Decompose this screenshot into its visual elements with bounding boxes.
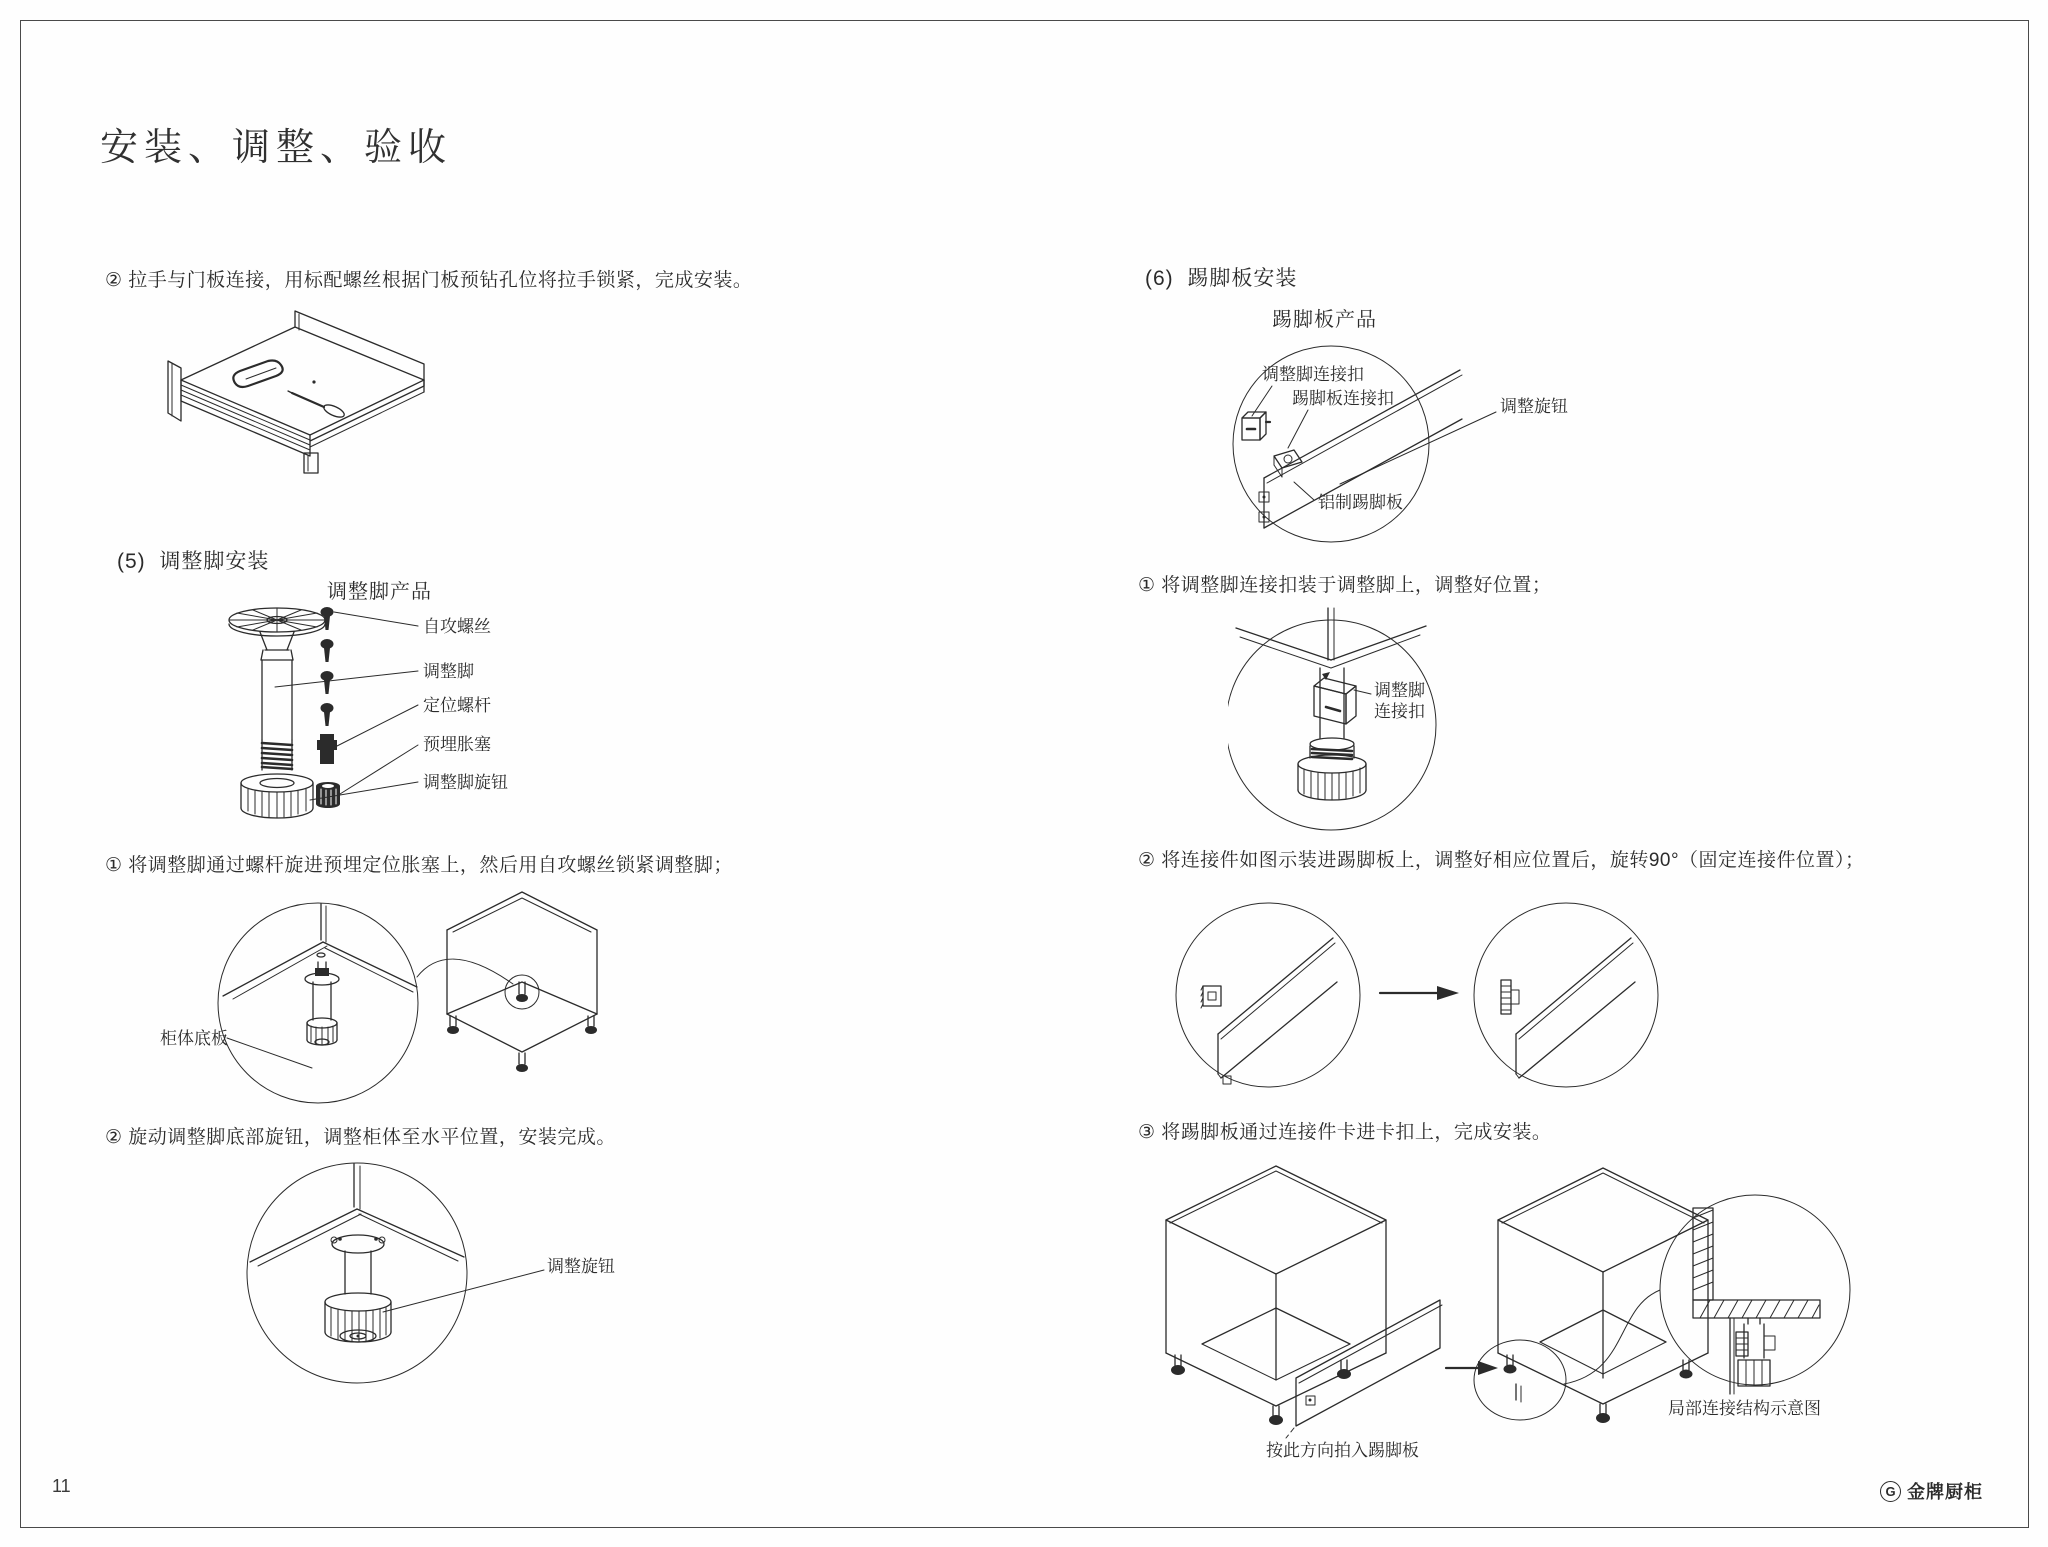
label-adjust-knob: 调整旋钮 — [547, 1257, 615, 1276]
section5-product-title: 调整脚产品 — [327, 581, 432, 603]
page-title: 安装、调整、验收 — [100, 127, 453, 169]
section6-heading: (6) 踢脚板安装 — [1145, 267, 1298, 290]
label-foot-knob: 调整脚旋钮 — [423, 773, 508, 792]
label-detail-caption: 局部连接结构示意图 — [1668, 1399, 1821, 1418]
label-embedded-expansion-plug: 预埋胀塞 — [423, 735, 491, 754]
figure-foot-into-bottom-panel — [135, 882, 625, 1117]
step6-3: ③ 将踢脚板通过连接件卡进卡扣上，完成安装。 — [1138, 1122, 1552, 1143]
step6-2: ② 将连接件如图示装进踢脚板上，调整好相应位置后，旋转90°（固定连接件位置）； — [1138, 850, 1865, 871]
section6-product-title: 踢脚板产品 — [1272, 309, 1377, 331]
label-insert-direction: 按此方向拍入踢脚板 — [1266, 1441, 1419, 1460]
step6-1: ① 将调整脚连接扣装于调整脚上，调整好位置； — [1138, 575, 1552, 596]
step5-1: ① 将调整脚通过螺杆旋进预埋定位胀塞上，然后用自攻螺丝锁紧调整脚； — [105, 855, 733, 876]
step5-2: ② 旋动调整脚底部旋钮，调整柜体至水平位置，安装完成。 — [105, 1127, 616, 1148]
label-self-tapping-screw: 自攻螺丝 — [423, 617, 491, 636]
brand-name: 金牌厨柜 — [1907, 1482, 1983, 1502]
label-foot-connector-line2: 连接扣 — [1374, 702, 1425, 721]
label-foot-connector-line1: 调整脚 — [1374, 681, 1425, 700]
figure-kickboard-product — [1228, 332, 1648, 562]
figure-foot-connector-detail — [1228, 598, 1558, 848]
label-adjust-knob-right: 调整旋钮 — [1500, 397, 1568, 416]
section5-heading: (5) 调整脚安装 — [117, 550, 270, 573]
brand-logo — [1880, 1478, 1983, 1504]
figure-kickboard-installation — [1148, 1148, 1898, 1468]
figure-foot-knob-detail — [178, 1152, 618, 1397]
label-cabinet-bottom-panel: 柜体底板 — [160, 1029, 228, 1048]
step-handle-install: ② 拉手与门板连接，用标配螺丝根据门板预钻孔位将拉手锁紧，完成安装。 — [105, 270, 753, 291]
label-aluminum-kickboard: 铝制踢脚板 — [1318, 493, 1403, 512]
label-foot-connector-clip: 调整脚连接扣 — [1262, 365, 1364, 384]
label-kickboard-connector-clip: 踢脚板连接扣 — [1292, 389, 1394, 408]
label-adjustable-foot: 调整脚 — [423, 662, 474, 681]
brand-logo-icon: G — [1880, 1481, 1901, 1502]
figure-clip-rotation — [1165, 898, 1675, 1098]
figure-door-panel-handle — [162, 305, 452, 520]
label-positioning-stud: 定位螺杆 — [423, 696, 491, 715]
page-number: 11 — [52, 1476, 71, 1496]
figure-adjustable-foot-exploded — [222, 600, 612, 855]
